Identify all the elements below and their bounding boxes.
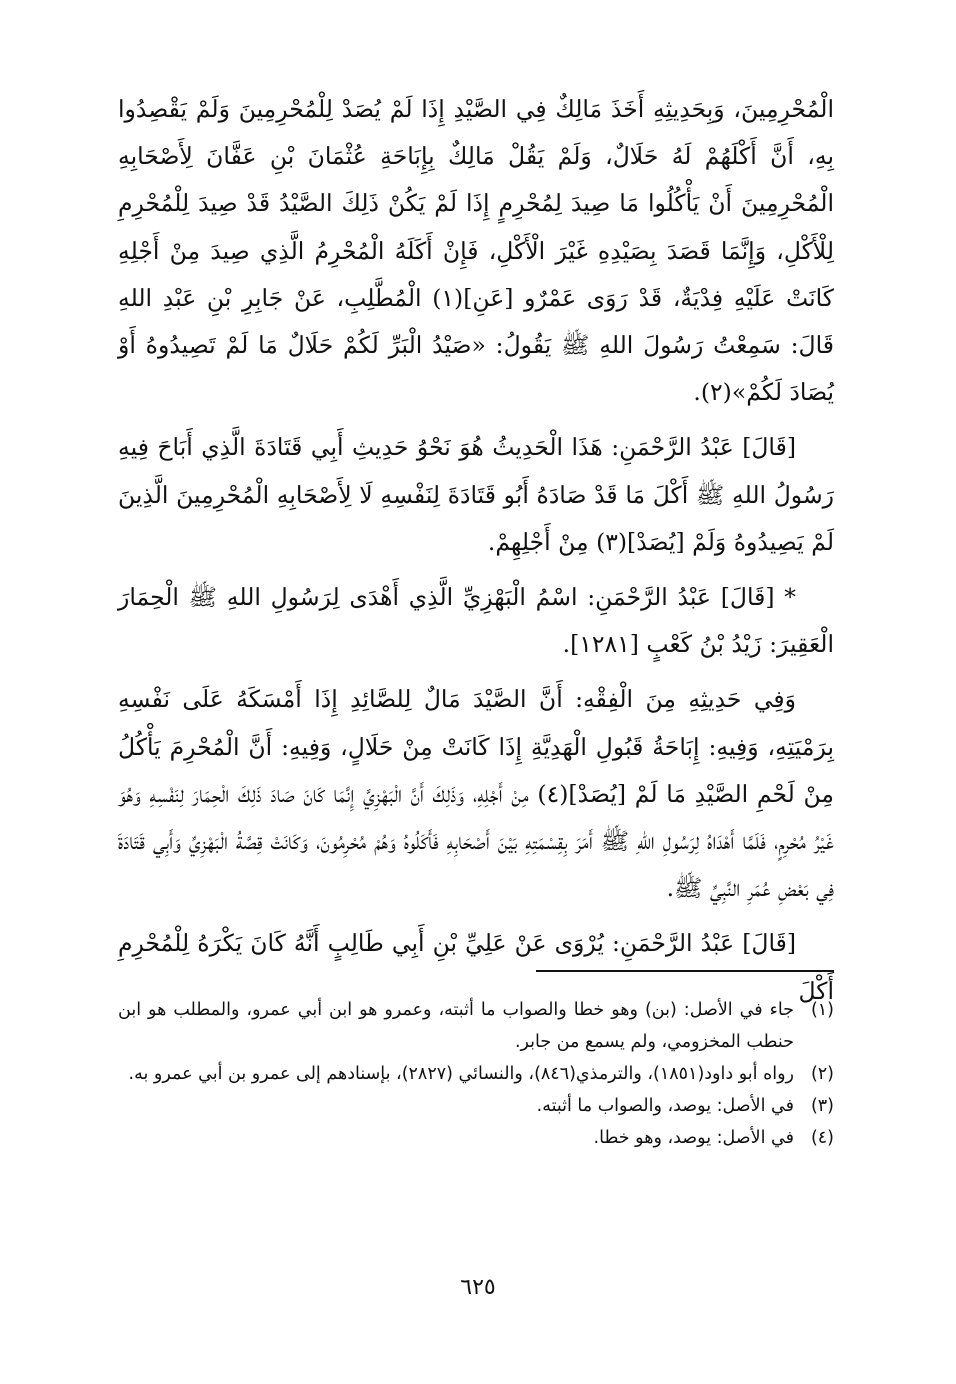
footnote-item [118, 1090, 834, 1122]
paragraph-ali-narration: [قَالَ] عَبْدُ الرَّحْمَنِ: يُرْوَى عَنْ عَلِيِّ بْنِ أَبِي طَالِبٍ أَنَّهُ كَانَ يَكْرَهُ لِلْمُحْرِمِ أَكْلَ [118, 929, 834, 1005]
footnote-text: في الأصل: يوصد، والصواب ما أثبته. [536, 1096, 794, 1116]
footnote-item [118, 1058, 834, 1090]
paragraph-continued: الْمُحْرِمِينَ، وَبِحَدِيثِهِ أَخَذَ مَالِكٌ فِي الصَّيْدِ إِذَا لَمْ يُصَدْ لِلْمُحْرِمِينَ وَلَمْ يَقْصِدُوا بِهِ، أَنَّ أَكْلَهُمْ لَهُ حَلَالٌ، وَلَمْ يَقُلْ مَالِكٌ بِإِبَاحَةِ عُثْمَانَ بْنِ عَفَّانَ لِأَصْحَابِهِ الْمُحْرِمِينَ أَنْ يَأْكُلُوا مَا صِيدَ لِمُحْرِمٍ إِذَا لَمْ يَكُنْ ذَلِكَ الصَّيْدُ قَدْ صِيدَ لِلْمُحْرِمِ لِلْأَكْلِ، وَإِنَّمَا قَصَدَ بِصَيْدِهِ غَيْرَ الْأَكْلِ، فَإِنْ أَكَلَهُ الْمُحْرِمُ الَّذِي صِيدَ مِنْ أَجْلِهِ كَانَتْ عَلَيْهِ فِدْيَةٌ، قَدْ رَوَى عَمْرٌو [عَنِ](١) الْمُطَّلِبِ، عَنْ جَابِرِ بْنِ عَبْدِ اللهِ قَالَ: سَمِعْتُ رَسُولَ اللهِ ﷺ يَقُولُ: «صَيْدُ الْبَرِّ لَكُمْ حَلَالٌ مَا لَمْ تَصِيدُوهُ أَوْ يُصَادَ لَكُمْ»(٢). [118, 95, 834, 407]
page-number: ٦٢٥ [460, 1275, 496, 1300]
footnote-text: جاء في الأصل: (بن) وهو خطا والصواب ما أثبته، وعمرو هو ابن أبي عمرو، والمطلب هو ابن حنطب المخزومي، ولم يسمع من جابر. [118, 1000, 794, 1052]
footnote-item [118, 994, 834, 1058]
footnote-divider [536, 970, 834, 972]
footnote-text: في الأصل: يوصد، وهو خطا. [593, 1128, 794, 1148]
footnote-number: (٢) [810, 1064, 834, 1084]
paragraph-abdulrahman-comment: [قَالَ] عَبْدُ الرَّحْمَنِ: هَذَا الْحَدِيثُ هُوَ نَحْوُ حَدِيثِ أَبِي قَتَادَةَ الَّذِي أَبَاحَ فِيهِ رَسُولُ اللهِ ﷺ أَكْلَ مَا قَدْ صَادَهُ أَبُو قَتَادَةَ لِنَفْسِهِ لَا لِأَصْحَابِهِ الْمُحْرِمِينَ الَّذِينَ لَمْ يَصِيدُوهُ وَلَمْ [يُصَدْ](٣) مِنْ أَجْلِهِمْ. [118, 433, 834, 556]
paragraph-fiqh: وَفِي حَدِيثِهِ مِنَ الْفِقْهِ: أَنَّ الصَّيْدَ مَالٌ لِلصَّائِدِ إِذَا أَمْسَكَهُ عَلَى نَفْسِهِ بِرَمْيَتِهِ، وَفِيهِ: إِبَاحَةُ قَبُولِ الْهَدِيَّةِ إِذَا كَانَتْ مِنْ حَلَالٍ، وَفِيهِ: أَنَّ الْمُحْرِمَ يَأْكُلُ مِنْ لَحْمِ الصَّيْدِ مَا لَمْ [يُصَدْ](٤) مِنْ أَجْلِهِ، وَذَلِكَ أَنَّ الْبَهْزِيَّ إِنَّمَا كَانَ صَادَ ذَلِكَ الْحِمَارَ لِنَفْسِهِ وَهُوَ غَيْرُ مُحْرِمٍ، فَلَمَّا أَهْدَاهُ لِرَسُولِ اللهِ ﷺ أَمَرَ بِقِسْمَتِهِ بَيْنَ أَصْحَابِهِ فَأَكَلُوهُ وَهُمْ مُحْرِمُونَ، وَكَانَتْ قِصَّةُ الْبَهْزِيِّ وَأَبِي قَتَادَةَ فِي بَعْضِ عُمَرِ النَّبِيِّ ﷺ. [118, 685, 834, 903]
main-text [118, 86, 834, 1015]
footnotes [118, 994, 834, 1154]
footnote-text: رواه أبو داود(١٨٥١)، والترمذي(٨٤٦)، والنسائي (٢٨٢٧)، بإسنادهم إلى عمرو بن أبي عمرو به. [128, 1064, 794, 1084]
footnote-number: (١) [810, 1000, 834, 1020]
footnote-number: (٤) [810, 1128, 834, 1148]
paragraph-bahzi-name: * [قَالَ] عَبْدُ الرَّحْمَنِ: اسْمُ الْبَهْزِيِّ الَّذِي أَهْدَى لِرَسُولِ اللهِ ﷺ الْحِمَارَ الْعَقِيرَ: زَيْدُ بْنُ كَعْبٍ [١٢٨١]. [118, 583, 834, 659]
footnote-item [118, 1122, 834, 1154]
book-page [0, 86, 956, 1384]
footnote-number: (٣) [810, 1096, 834, 1116]
